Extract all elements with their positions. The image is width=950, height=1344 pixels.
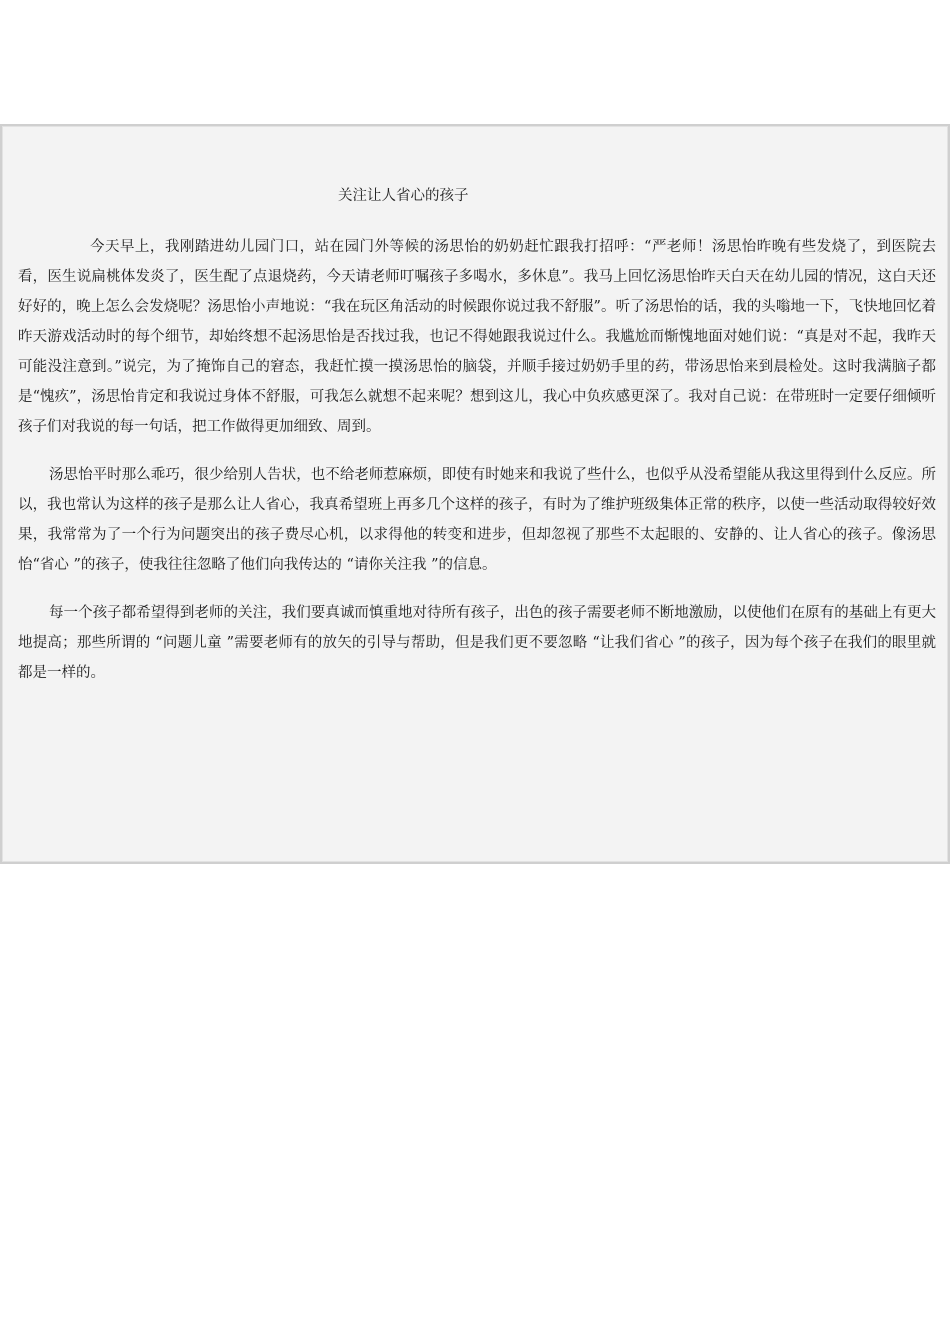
paragraph-2: 汤思怡平时那么乖巧，很少给别人告状，也不给老师惹麻烦，即使有时她来和我说了些什么，也似乎从没希望能从我这里得到什么反应。所以，我也常认为这样的孩子是那么让人省心，我真希望班上再多几个这样的孩子，有时为了维护班级集体正常的秩序，以使一些活动取得较好效果，我常常为了一个行为问题突出的孩子费尽心机，以求得他的转变和进步，但却忽视了那些不太起眼的、安静的、让人省心的孩子。像汤思怡“省心 ”的孩子，使我往往忽略了他们向我传达的 “请你关注我 ”的信息。 [18, 467, 936, 573]
document-content [18, 182, 936, 706]
paragraph-3: 每一个孩子都希望得到老师的关注，我们要真诚而慎重地对待所有孩子，出色的孩子需要老师不断地激励，以使他们在原有的基础上有更大地提高；那些所谓的 “问题儿童 ”需要老师有的放矢的引导与帮助，但是我们更不要忽略 “让我们省心 ”的孩子，因为每个孩子在我们的眼里就都是一样的。 [18, 605, 936, 681]
document-panel [0, 124, 950, 864]
paragraph-1: 今天早上，我刚踏进幼儿园门口，站在园门外等候的汤思怡的奶奶赶忙跟我打招呼：“严老师！汤思怡昨晚有些发烧了，到医院去看，医生说扁桃体发炎了，医生配了点退烧药，今天请老师叮嘱孩子多喝水，多休息”。我马上回忆汤思怡昨天白天在幼儿园的情况，这白天还好好的，晚上怎么会发烧呢？汤思怡小声地说：“我在玩区角活动的时候跟你说过我不舒服”。听了汤思怡的话，我的头嗡地一下，飞快地回忆着昨天游戏活动时的每个细节，却始终想不起汤思怡是否找过我，也记不得她跟我说过什么。我尴尬而惭愧地面对她们说：“真是对不起，我昨天可能没注意到。”说完，为了掩饰自己的窘态，我赶忙摸一摸汤思怡的脑袋，并顺手接过奶奶手里的药，带汤思怡来到晨检处。这时我满脑子都是“愧疚”，汤思怡肯定和我说过身体不舒服，可我怎么就想不起来呢？想到这儿，我心中负疚感更深了。我对自己说：在带班时一定要仔细倾听孩子们对我说的每一句话，把工作做得更加细致、周到。 [18, 239, 936, 435]
document-title: 关注让人省心的孩子 [338, 188, 469, 204]
